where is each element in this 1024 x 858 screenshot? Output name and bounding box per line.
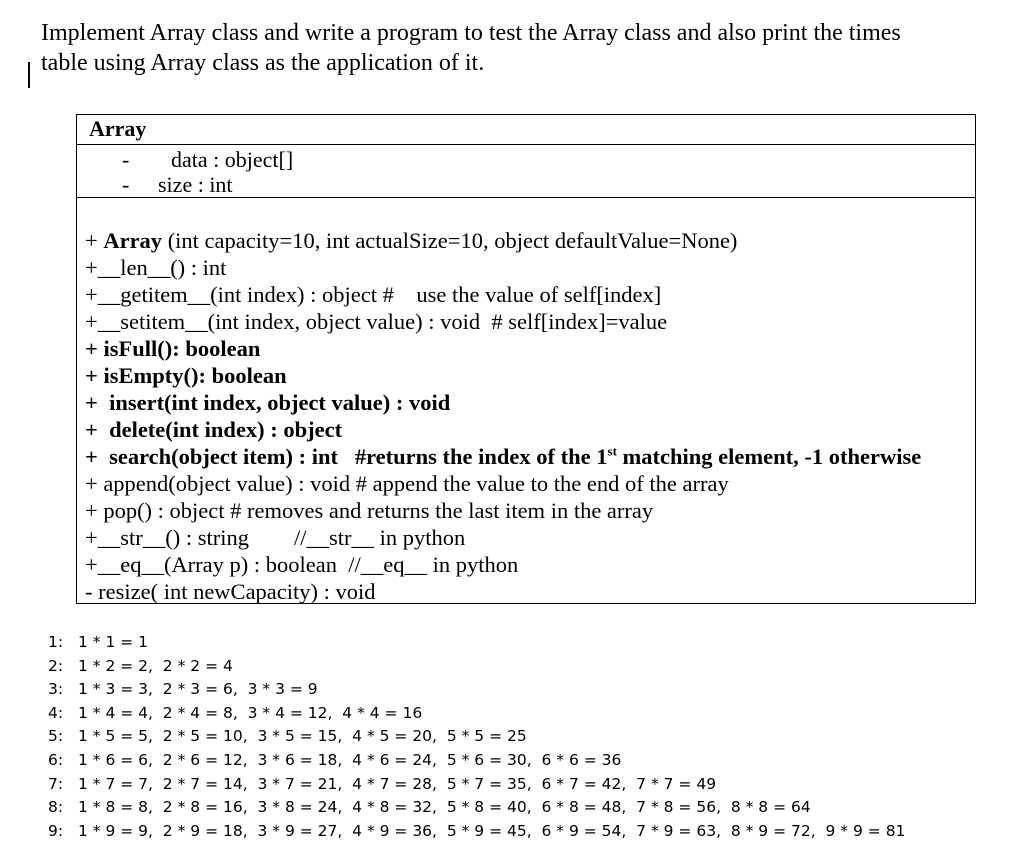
method-text: + search(object item) : int #returns the index of the 1: [85, 444, 608, 469]
times-table-row: [48, 749, 905, 773]
method-text: __str__() : string //__str__ in python: [97, 525, 466, 550]
attribute-text: size : int: [158, 172, 233, 197]
times-table-row: [48, 820, 905, 844]
method-comment: matching element, -1 otherwise: [616, 444, 922, 469]
text-cursor: [28, 62, 30, 88]
uml-class-diagram: [76, 114, 976, 604]
row-number: 6:: [48, 750, 64, 769]
row-text: 1 * 9 = 9, 2 * 9 = 18, 3 * 9 = 27, 4 * 9 = 36, 5 * 9 = 45, 6 * 9 = 54, 7 * 9 = 63, 8 * 9 = 72, 9 * 9 = 81: [78, 821, 906, 840]
uml-method: [85, 227, 975, 254]
row-number: 3:: [48, 680, 64, 699]
uml-method: [85, 443, 975, 470]
visibility-marker: +: [85, 228, 104, 253]
prompt-line-2: table using Array class as the application of it.: [41, 50, 485, 76]
visibility-marker: +: [85, 255, 98, 280]
method-text: __setitem__(int index, object value) : void # self[index]=value: [97, 309, 668, 334]
row-number: 4:: [48, 703, 64, 722]
row-text: 1 * 4 = 4, 2 * 4 = 8, 3 * 4 = 12, 4 * 4 = 16: [78, 703, 423, 722]
prompt-line-1: Implement Array class and write a program to test the Array class and also print the times: [41, 20, 901, 46]
times-table-row: [48, 655, 905, 679]
visibility-marker: +: [85, 309, 98, 334]
uml-attributes-section: [77, 145, 975, 198]
times-table-row: [48, 678, 905, 702]
row-number: 7:: [48, 774, 64, 793]
uml-method: [85, 551, 975, 578]
row-text: 1 * 7 = 7, 2 * 7 = 14, 3 * 7 = 21, 4 * 7 = 28, 5 * 7 = 35, 6 * 7 = 42, 7 * 7 = 49: [78, 774, 717, 793]
visibility-marker: +: [85, 552, 98, 577]
row-text: 1 * 3 = 3, 2 * 3 = 6, 3 * 3 = 9: [78, 680, 318, 699]
row-text: 1 * 6 = 6, 2 * 6 = 12, 3 * 6 = 18, 4 * 6 = 24, 5 * 6 = 30, 6 * 6 = 36: [78, 750, 622, 769]
uml-method: + isEmpty(): boolean: [85, 363, 287, 388]
times-table-row: [48, 796, 905, 820]
visibility-marker: +: [85, 282, 98, 307]
uml-method: [85, 524, 975, 551]
uml-method: [85, 308, 975, 335]
row-number: 5:: [48, 727, 64, 746]
uml-method: + pop() : object # removes and returns the last item in the array: [85, 498, 654, 523]
method-text: __len__() : int: [97, 255, 227, 280]
row-text: 1 * 5 = 5, 2 * 5 = 10, 3 * 5 = 15, 4 * 5 = 20, 5 * 5 = 25: [78, 727, 527, 746]
row-number: 1:: [48, 633, 64, 651]
uml-method: + isFull(): boolean: [85, 336, 261, 361]
row-text: 1 * 2 = 2, 2 * 2 = 4: [78, 656, 233, 675]
ordinal-suffix: st: [607, 443, 617, 459]
row-number: 8:: [48, 798, 64, 817]
row-text: 1 * 1 = 1: [78, 633, 149, 651]
times-table-output: [48, 631, 905, 843]
visibility-marker: -: [122, 147, 130, 172]
times-table-row: [48, 773, 905, 797]
method-text: __getitem__(int index) : object # use the value of self[index]: [97, 282, 662, 307]
uml-method: [85, 281, 975, 308]
assignment-prompt: [41, 18, 981, 78]
uml-methods-section: [77, 198, 975, 605]
uml-attribute: [77, 172, 975, 197]
method-text: __eq__(Array p) : boolean //__eq__ in python: [97, 552, 519, 577]
attribute-text: data : object[]: [171, 147, 294, 172]
uml-attribute: [77, 147, 975, 172]
uml-method: + insert(int index, object value) : void: [85, 390, 451, 415]
row-text: 1 * 8 = 8, 2 * 8 = 16, 3 * 8 = 24, 4 * 8 = 32, 5 * 8 = 40, 6 * 8 = 48, 7 * 8 = 56, 8 * 8 = 64: [78, 798, 811, 817]
times-table-row: [48, 631, 905, 655]
uml-class-name: Array: [77, 115, 975, 145]
uml-method: [85, 254, 975, 281]
visibility-marker: +: [85, 525, 98, 550]
constructor-name: Array: [103, 228, 163, 253]
row-number: 2:: [48, 656, 64, 675]
visibility-marker: -: [122, 172, 130, 197]
row-number: 9:: [48, 821, 64, 840]
uml-method: + delete(int index) : object: [85, 417, 343, 442]
uml-method: - resize( int newCapacity) : void: [85, 579, 376, 604]
times-table-row: [48, 702, 905, 726]
method-signature: (int capacity=10, int actualSize=10, object defaultValue=None): [162, 228, 738, 253]
uml-method: + append(object value) : void # append the value to the end of the array: [85, 471, 729, 496]
times-table-row: [48, 725, 905, 749]
